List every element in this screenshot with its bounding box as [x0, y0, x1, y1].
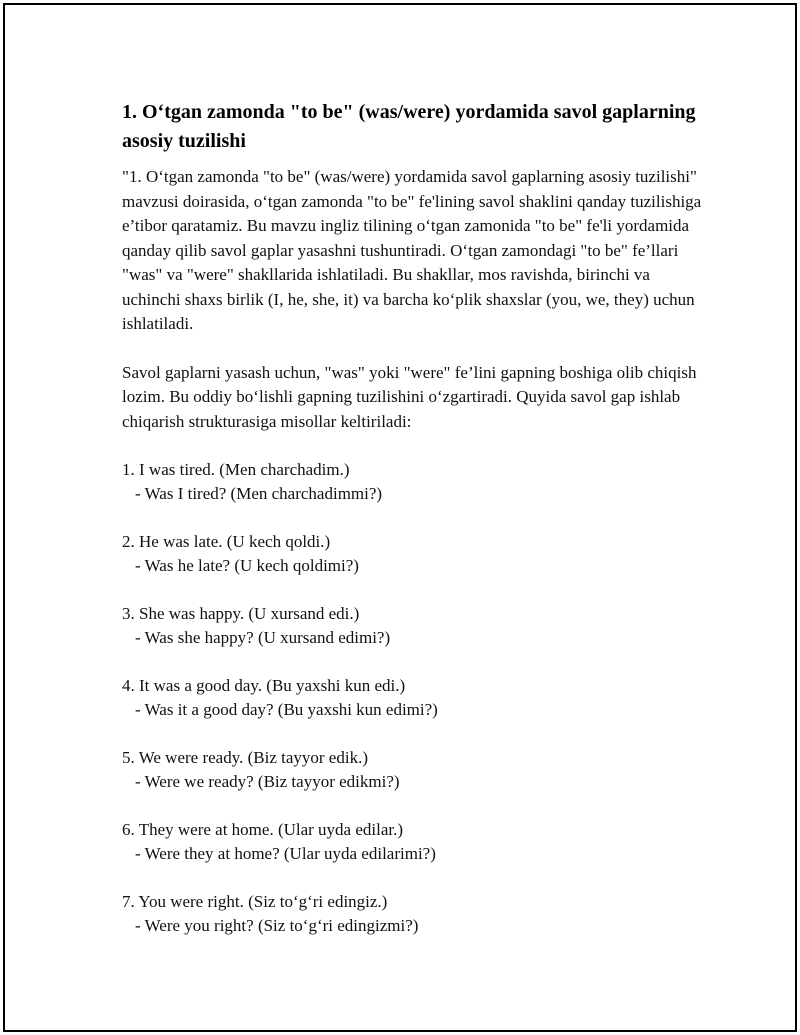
- example-statement: 3. She was happy. (U xursand edi.): [122, 604, 360, 623]
- example-item: [122, 818, 712, 866]
- document-body: [122, 98, 712, 962]
- examples-list: [122, 458, 712, 938]
- example-item: [122, 530, 712, 578]
- page-frame: [3, 3, 797, 1032]
- document-title: 1. O‘tgan zamonda "to be" (was/were) yordamida savol gaplarning asosiy tuzilishi: [122, 101, 696, 152]
- example-question: - Were you right? (Siz to‘g‘ri edingizmi?): [135, 916, 419, 935]
- example-question: - Was she happy? (U xursand edimi?): [135, 628, 391, 647]
- example-statement: 1. I was tired. (Men charchadim.): [122, 460, 350, 479]
- intro-paragraph: "1. O‘tgan zamonda "to be" (was/were) yordamida savol gaplarning asosiy tuzilishi" mavzusi doirasida, o‘tgan zamonda "to be" fe'lining savol shaklini qanday tuzilishiga e’tibor qaratamiz. Bu mavzu ingliz tilining o‘tgan zamonida "to be" fe'li yordamida qanday qilib savol gaplar yasashni tushuntiradi. O‘tgan zamondagi "to be" fe’llari "was" va "were" shakllarida ishlatiladi. Bu shakllar, mos ravishda, birinchi va uchinchi shaxs birlik (I, he, she, it) va barcha ko‘plik shaxslar (you, we, they) uchun ishlatiladi.: [122, 167, 702, 333]
- example-item: [122, 602, 712, 650]
- example-statement: 7. You were right. (Siz to‘g‘ri edingiz.): [122, 892, 388, 911]
- example-statement: 6. They were at home. (Ular uyda edilar.): [122, 820, 404, 839]
- instruction-paragraph: Savol gaplarni yasash uchun, "was" yoki "were" fe’lini gapning boshiga olib chiqish lozim. Bu oddiy bo‘lishli gapning tuzilishini o‘zgartiradi. Quyida savol gap ishlab chiqarish strukturasiga misollar keltiriladi:: [122, 362, 697, 431]
- example-question: - Were we ready? (Biz tayyor edikmi?): [135, 772, 400, 791]
- example-question: - Was it a good day? (Bu yaxshi kun edimi?): [135, 700, 438, 719]
- example-item: [122, 674, 712, 722]
- example-question: - Was he late? (U kech qoldimi?): [135, 556, 359, 575]
- example-statement: 4. It was a good day. (Bu yaxshi kun edi.): [122, 676, 406, 695]
- example-statement: 5. We were ready. (Biz tayyor edik.): [122, 748, 368, 767]
- example-item: [122, 458, 712, 506]
- example-question: - Was I tired? (Men charchadimmi?): [135, 484, 383, 503]
- example-item: [122, 890, 712, 938]
- example-question: - Were they at home? (Ular uyda edilarimi?): [135, 844, 436, 863]
- example-item: [122, 746, 712, 794]
- example-statement: 2. He was late. (U kech qoldi.): [122, 532, 331, 551]
